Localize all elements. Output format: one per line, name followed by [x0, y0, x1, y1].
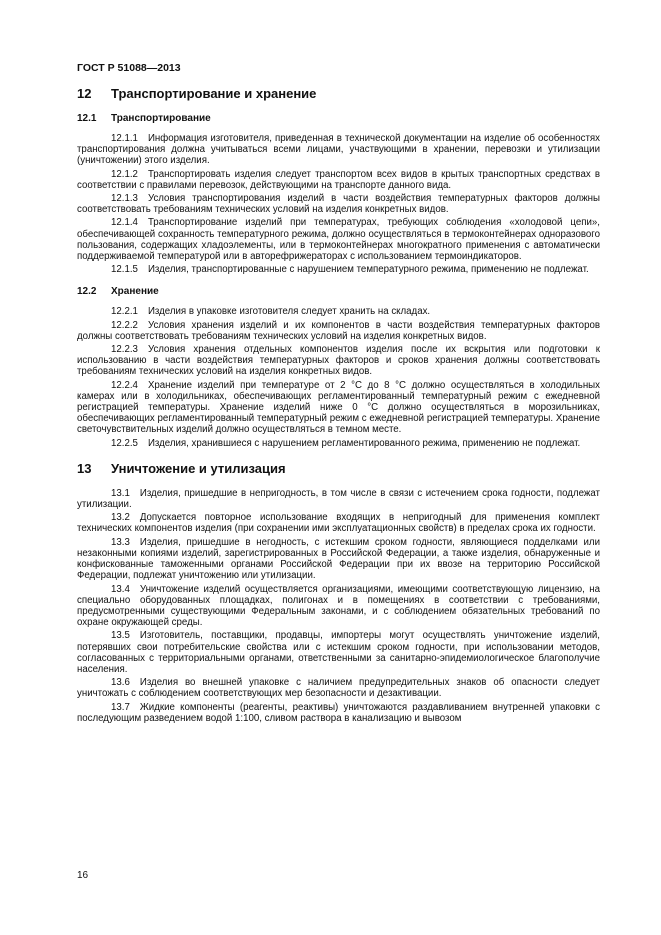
subsection-heading [77, 286, 600, 297]
paragraph [77, 630, 600, 675]
section-title: Транспортирование и хранение [111, 86, 317, 101]
paragraph [77, 380, 600, 436]
paragraph-text: Изделия в упаковке изготовителя следует хранить на складах. [147, 306, 431, 318]
paragraph-text: Транспортирование изделий при температурах, требующих соблюдения «холодовой цепи», обеспечивающей сохранность температурного режима, должно осуществляться в термоконтейнерах одноразового пользования, содержащих хладоэлементы, или в термоконтейнерах многократного применения с автоматически поддерживаемой температурой или в авторефрижераторах с использованием термоиндикаторов. [77, 217, 600, 263]
paragraph-number: 12.2.3 [111, 344, 138, 356]
paragraph-number: 12.2.4 [111, 379, 138, 391]
paragraph [77, 217, 600, 262]
subsection-title: Хранение [111, 286, 159, 298]
document-body [77, 86, 600, 726]
paragraph-text: Изделия, хранившиеся с нарушением регламентированного режима, применению не подлежат. [147, 437, 581, 449]
paragraph-text: Изделия, транспортированные с нарушением температурного режима, применению не подлежат. [147, 264, 589, 276]
section-heading [77, 86, 600, 101]
paragraph [77, 702, 600, 724]
paragraph [77, 133, 600, 167]
document-code: ГОСТ Р 51088—2013 [77, 62, 181, 74]
paragraph-number: 13.4 [111, 583, 130, 595]
paragraph-text: Изделия во внешней упаковке с наличием предупредительных знаков об опасности следует уничтожать с соблюдением соответствующих мер безопасности и дезактивации. [77, 677, 600, 700]
paragraph-text: Хранение изделий при температуре от 2 °С до 8 °С должно осуществляться в холодильных камерах или в холодильниках, обеспечивающих регламентированный температурный режим с ежедневной регистрацией температуры. Хранение изделий ниже 0 °С должно осуществляться в морозильниках, обеспечивающих регламентированный температурный режим с ежедневной регистрацией температуры. Хранение светочувствительных изделий должно осуществляться в темном месте. [77, 379, 600, 436]
section-number: 13 [77, 460, 92, 476]
paragraph [77, 677, 600, 699]
paragraph-number: 12.1.1 [111, 133, 138, 144]
paragraph [77, 344, 600, 378]
paragraph-text: Жидкие компоненты (реагенты, реактивы) уничтожаются раздавливанием внутренней упаковки с последующим разведением водой 1:100, сливом раствора в канализацию и вывозом [77, 701, 600, 724]
paragraph [77, 169, 600, 191]
paragraph-text: Допускается повторное использование входящих в непригодный для применения комплект технических компонентов изделия (при сохранении ими эксплуатационных свойств) в пределах срока их годности. [77, 512, 600, 535]
paragraph-number: 12.2.1 [111, 306, 138, 318]
paragraph-number: 13.1 [111, 487, 130, 499]
paragraph-text: Изделия, пришедшие в негодность, с истекшим сроком годности, являющиеся подделками или незаконными копиями изделий, зарегистрированных в Российской Федерации, а также изделия, обнаруженные и конфискованные таможенными органами Российской Федерации при их ввозе на территорию Российской Федерации, подлежат уничтожению или утилизации. [77, 536, 600, 582]
paragraph [77, 320, 600, 342]
paragraph-number: 13.2 [111, 512, 130, 524]
paragraph-text: Уничтожение изделий осуществляется организациями, имеющими соответствующую лицензию, на специально оборудованных площадках, полигонах и в помещениях в соответствии с требованиями, предусмотренными существующими Федеральным законами, и с соблюдением обязательных требований по охране окружающей среды. [77, 583, 600, 629]
section-number: 12 [77, 86, 92, 101]
paragraph [77, 584, 600, 629]
paragraph-number: 12.2.5 [111, 437, 138, 449]
paragraph-number: 13.5 [111, 630, 130, 642]
section-title: Уничтожение и утилизация [111, 460, 286, 476]
paragraph-number: 12.2.2 [111, 319, 138, 331]
paragraph [77, 512, 600, 534]
paragraph-number: 13.6 [111, 677, 130, 689]
paragraph [77, 537, 600, 582]
paragraph-number: 12.1.3 [111, 193, 138, 205]
paragraph-number: 13.3 [111, 536, 130, 548]
paragraph-text: Условия хранения отдельных компонентов изделия после их вскрытия или подготовки к использованию в части воздействия температурных факторов и сроков хранения должны соответствовать требованиям технических условий на изделия конкретных видов. [77, 344, 600, 378]
paragraph [77, 488, 600, 510]
paragraph-number: 12.1.5 [111, 264, 138, 276]
paragraph [77, 193, 600, 215]
paragraph [77, 306, 600, 317]
paragraph-number: 13.7 [111, 701, 130, 713]
paragraph-number: 12.1.2 [111, 168, 138, 180]
subsection-heading [77, 113, 600, 124]
page-number: 16 [77, 870, 89, 881]
paragraph-text: Транспортировать изделия следует транспортом всех видов в крытых транспортных средствах в соответствии с правилами перевозок, действующими на транспорте данного вида. [77, 168, 600, 191]
subsection-title: Транспортирование [111, 113, 211, 124]
subsection-number: 12.2 [77, 286, 97, 298]
paragraph-text: Изготовитель, поставщики, продавцы, импортеры могут осуществлять уничтожение изделий, потерявших свои потребительские свойства или с истекшим сроком годности, при использовании методов, согласованных с территориальными органами, ответственными за санитарно-эпидемиологическое благополучие населения. [77, 630, 600, 675]
section-heading [77, 461, 600, 476]
paragraph [77, 264, 600, 275]
paragraph-number: 12.1.4 [111, 217, 138, 229]
paragraph-text: Условия хранения изделий и их компонентов в части воздействия температурных факторов должны соответствовать требованиям технических условий на изделия конкретных видов. [77, 319, 600, 342]
paragraph-text: Условия транспортирования изделий в части воздействия температурных факторов должны соответствовать требованиям технических условий на изделия конкретных видов. [77, 193, 600, 216]
paragraph [77, 438, 600, 449]
subsection-number: 12.1 [77, 113, 97, 124]
paragraph-text: Информация изготовителя, приведенная в технической документации на изделие об особенностях транспортирования должна учитываться всеми лицами, участвующими в хранении, перевозки и утилизации (уничтожении) этого изделия. [77, 133, 600, 167]
paragraph-text: Изделия, пришедшие в непригодность, в том числе в связи с истечением срока годности, подлежат утилизации. [77, 487, 600, 511]
